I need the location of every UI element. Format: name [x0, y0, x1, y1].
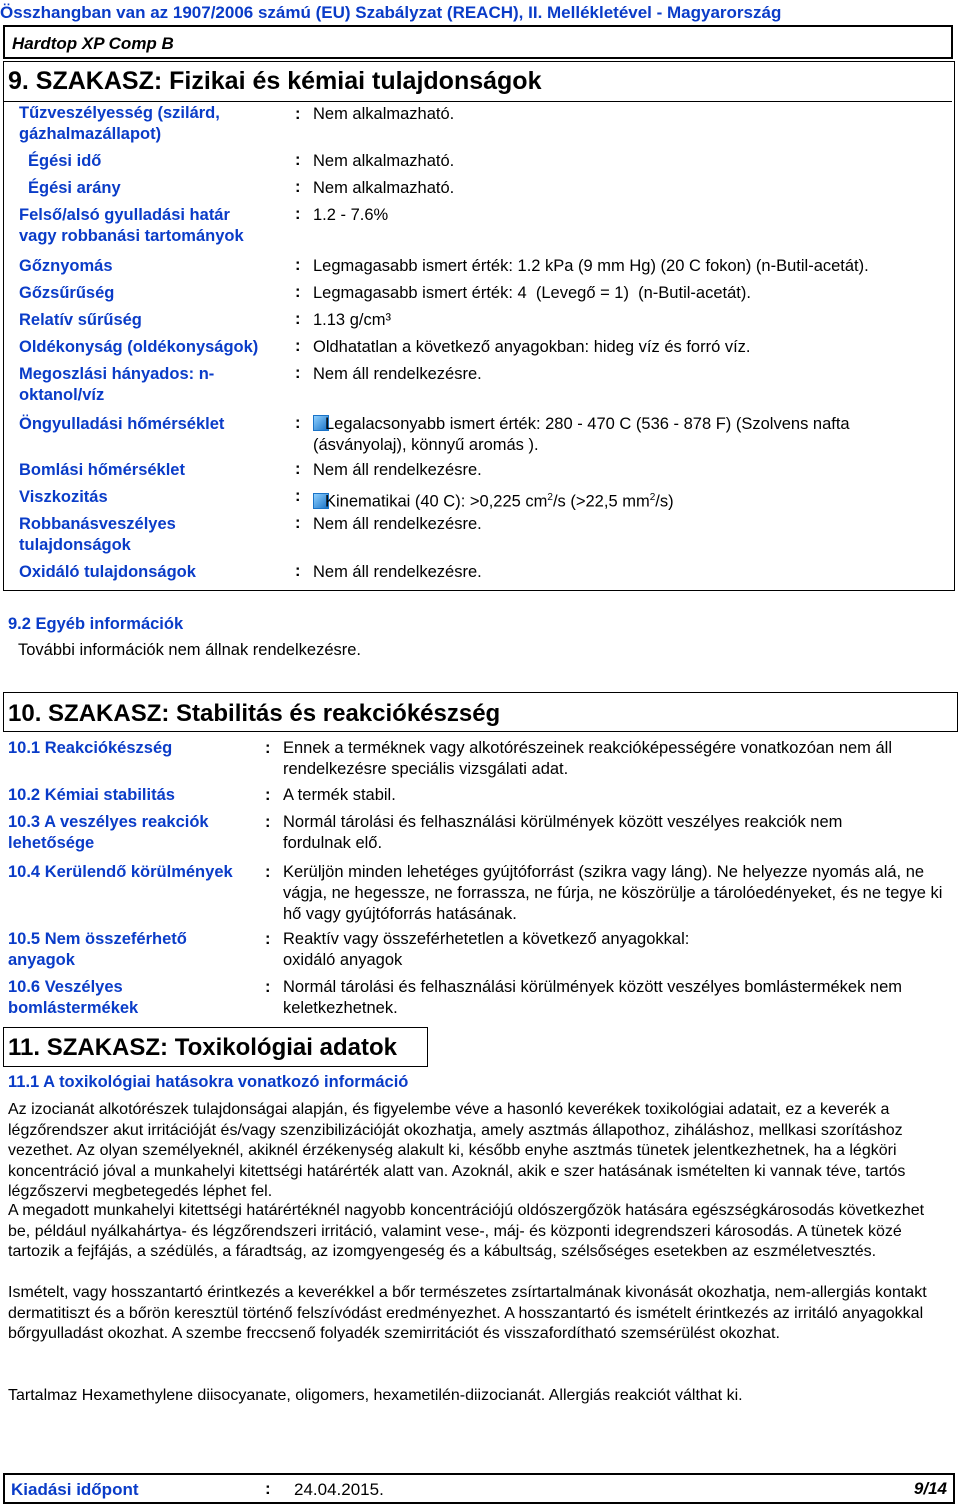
- colon: :: [295, 562, 301, 580]
- decomposition-products-label: 10.6 Veszélyes bomlástermékek: [8, 978, 139, 1017]
- prop-label: Öngyulladási hőmérséklet: [19, 415, 225, 433]
- prop-value: Nem áll rendelkezésre.: [313, 365, 482, 383]
- tox-paragraph-2: A megadott munkahelyi kitettségi határértéknél nagyobb koncentrációjú oldószergőzök hatására egészségkárosodás következhet be, például nyálkahártya- és légzőrendszeri irritáció, valamint vese-, máj- és központi idegrendszeri károsodás. A tünetek közé tartozik a fejfájás, a szédülés, a fáradtság, az izomgyengeség és a kábultság, szélsőséges esetekben az eszméletvesztés.: [8, 1202, 925, 1260]
- viscosity-prefix: Kinematikai (40 C): >0,225 cm: [325, 492, 548, 511]
- section9-title: 9. SZAKASZ: Fizikai és kémiai tulajdonságok: [4, 62, 952, 102]
- page-number: 9/14: [913, 1479, 947, 1498]
- viscosity-value: [313, 487, 674, 513]
- prop-value: Legalacsonyabb ismert érték: 280 - 470 C (536 - 878 F) (Szolvens nafta (ásványolaj), könnyű aromás ).: [313, 415, 850, 454]
- superscript: 2: [649, 492, 656, 503]
- subsection-9-2-text: További információk nem állnak rendelkezésre.: [18, 641, 362, 659]
- colon: :: [265, 786, 271, 804]
- prop-label: Oxidáló tulajdonságok: [19, 563, 196, 581]
- prop-label: Felső/alsó gyulladási határ vagy robbanási tartományok: [19, 206, 244, 245]
- prop-label: Relatív sűrűség: [19, 311, 142, 329]
- incompatible-materials-value: Reaktív vagy összeférhetetlen a következő anyagokkal: oxidáló anyagok: [283, 930, 690, 969]
- colon: :: [295, 414, 301, 432]
- product-name-box: [3, 25, 953, 59]
- tox-paragraph-3: Ismételt, vagy hosszantartó érintkezés a keverékkel a bőr természetes zsírtartalmának kivonását okozhatja, nem-allergiás kontakt dermatitiszt és a bőrön keresztül történő felszívódást eredményezhet. A hosszantartó és ismételt érintkezés az irritáló anyagokkal bőrgyulladást okozhat. A szembe freccsenő folyadék szemirritációt és visszafordítható szemsérülést okozhat.: [8, 1284, 927, 1342]
- colon: :: [265, 1479, 271, 1498]
- prop-value: Nem áll rendelkezésre.: [313, 461, 482, 479]
- chemical-stability-value: A termék stabil.: [283, 786, 396, 804]
- prop-value: Legmagasabb ismert érték: 4 (Levegő = 1) (n-Butil-acetát).: [313, 284, 751, 302]
- colon: :: [265, 978, 271, 996]
- colon: :: [265, 930, 271, 948]
- prop-value: 1.2 - 7.6%: [313, 206, 389, 224]
- prop-label: Robbanásveszélyes tulajdonságok: [19, 515, 176, 554]
- subsection-9-2-title: 9.2 Egyéb információk: [8, 615, 184, 633]
- decomposition-products-value: Normál tárolási és felhasználási körülmények között veszélyes bomlástermékek nem keletkezhetnek.: [283, 978, 902, 1017]
- colon: :: [295, 337, 301, 355]
- colon: :: [295, 178, 301, 196]
- prop-value: Nem alkalmazható.: [313, 152, 455, 170]
- prop-value: Nem áll rendelkezésre.: [313, 515, 482, 533]
- section10-title: 10. SZAKASZ: Stabilitás és reakciókészség: [8, 700, 501, 727]
- reactivity-value: Ennek a terméknek vagy alkotórészeinek reakcióképességére vonatkozóan nem áll rendelkezésre speciális vizsgálati adat.: [283, 739, 893, 778]
- prop-value: Legmagasabb ismert érték: 1.2 kPa (9 mm Hg) (20 C fokon) (n-Butil-acetát).: [313, 257, 869, 275]
- section10-box: [3, 692, 958, 732]
- colon: :: [295, 460, 301, 478]
- section11-title: 11. SZAKASZ: Toxikológiai adatok: [8, 1034, 397, 1061]
- colon: :: [295, 310, 301, 328]
- regulation-header: Összhangban van az 1907/2006 számú (EU) Szabályzat (REACH), II. Mellékletével - Magyarország: [0, 3, 782, 22]
- reactivity-label: 10.1 Reakciókészség: [8, 739, 173, 757]
- prop-label: Bomlási hőmérséklet: [19, 461, 185, 479]
- colon: :: [295, 105, 301, 123]
- prop-value: Nem alkalmazható.: [313, 105, 455, 123]
- issue-date-label: Kiadási időpont: [11, 1480, 139, 1499]
- colon: :: [295, 364, 301, 382]
- prop-label: Gőznyomás: [19, 257, 113, 275]
- hazardous-reactions-label: 10.3 A veszélyes reakciók lehetősége: [8, 813, 209, 852]
- issue-date-value: 24.04.2015.: [294, 1480, 384, 1499]
- prop-value: Nem alkalmazható.: [313, 179, 455, 197]
- viscosity-mid: /s (>22,5 mm: [552, 492, 650, 511]
- colon: :: [265, 813, 271, 831]
- colon: :: [295, 256, 301, 274]
- prop-label: Gőzsűrűség: [19, 284, 115, 302]
- prop-value: 1.13 g/cm³: [313, 311, 391, 329]
- tox-paragraph-1: Az izocianát alkotórészek tulajdonságai alapján, és figyelembe véve a hasonló keverékek toxikológiai adatait, ez a keverék a légzőrendszer akut irritációját és/vagy szenzibilizációját okozhatja, amely asztmás állapothoz, ziháláshoz, mellkasi szorításhoz vezethet. Az olyan személyeknél, akiknél érzékenység alakult ki, később enyhe asztmás tünetek jelentkezhetnek, ha a légköri koncentráció jóval a munkahelyi kitettségi határérték alatt van. Azoknál, akik e szer hatásának ismételten ki vannak téve, tartós légzőszervi megbetegedés léphet fel.: [8, 1101, 906, 1200]
- colon: :: [265, 739, 271, 757]
- prop-value-with-marker: [313, 414, 913, 456]
- footer-box: [3, 1473, 955, 1504]
- chemical-stability-label: 10.2 Kémiai stabilitás: [8, 786, 175, 804]
- colon: :: [295, 283, 301, 301]
- colon: :: [295, 151, 301, 169]
- section11-box: [3, 1027, 428, 1067]
- colon: :: [265, 863, 271, 881]
- prop-label: Oldékonyság (oldékonyságok): [19, 338, 259, 356]
- product-name: Hardtop XP Comp B: [12, 34, 174, 53]
- viscosity-suffix: /s): [655, 492, 674, 511]
- prop-label: Égési idő: [28, 152, 102, 170]
- prop-label: Tűzveszélyesség (szilárd, gázhalmazállapot): [19, 104, 220, 143]
- prop-value: Oldhatatlan a következő anyagokban: hideg víz és forró víz.: [313, 338, 751, 356]
- tox-paragraph-4: Tartalmaz Hexamethylene diisocyanate, oligomers, hexametilén-diizocianát. Allergiás reakciót válthat ki.: [8, 1387, 743, 1404]
- colon: :: [295, 487, 301, 505]
- colon: :: [295, 514, 301, 532]
- prop-value: Nem áll rendelkezésre.: [313, 563, 482, 581]
- superscript: 2: [547, 492, 553, 503]
- colon: :: [295, 205, 301, 223]
- prop-label: Viszkozitás: [19, 488, 108, 506]
- conditions-to-avoid-value: Kerüljön minden lehetéges gyújtóforrást (szikra vagy láng). Ne helyezze nyomás alá, ne vágja, ne hegessze, ne forrassza, ne fúrja, ne köszörülje a tárolóedényeket, és ne tegye ki hő vagy gyújtóforrás hatásának.: [283, 863, 943, 923]
- hazardous-reactions-value: Normál tárolási és felhasználási körülmények között veszélyes reakciók nem fordulnak elő.: [283, 813, 843, 852]
- prop-label: Égési arány: [28, 179, 121, 197]
- prop-label: Megoszlási hányados: n-oktanol/víz: [19, 365, 215, 404]
- conditions-to-avoid-label: 10.4 Kerülendő körülmények: [8, 863, 233, 881]
- incompatible-materials-label: 10.5 Nem összeférhető anyagok: [8, 930, 187, 969]
- subsection-11-1-title: 11.1 A toxikológiai hatásokra vonatkozó információ: [8, 1073, 409, 1091]
